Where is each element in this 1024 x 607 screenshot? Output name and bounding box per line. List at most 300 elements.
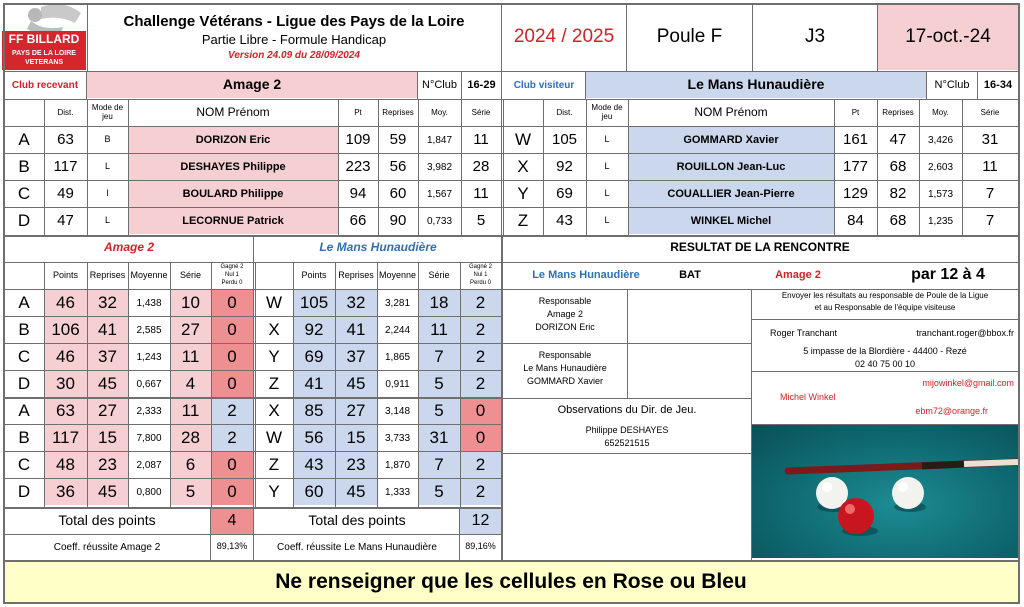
home-game-result: 0: [211, 344, 253, 370]
grid-line: [461, 72, 462, 99]
grid-line: [128, 99, 129, 235]
home-game-moyenne[interactable]: 7,800: [136, 432, 162, 444]
home-player-rep[interactable]: 90: [389, 211, 407, 229]
away-col-serie: Série: [980, 107, 1000, 117]
away-game-serie[interactable]: 11: [418, 317, 460, 343]
home-game-letter: A: [18, 292, 30, 312]
contact-address: 5 impasse de la Blordière - 44400 - Rezé: [803, 345, 967, 356]
away-game-letter: X: [268, 400, 280, 420]
date-field[interactable]: 17-oct.-24: [878, 4, 1018, 70]
grid-line: [1018, 3, 1020, 604]
contact-name-roger: Roger Tranchant: [770, 328, 838, 339]
away-game-moyenne[interactable]: 3,733: [384, 432, 411, 444]
grid-line: [44, 99, 45, 235]
grid-line: [3, 451, 501, 452]
away-player-serie[interactable]: 7: [985, 184, 995, 202]
home-game-moyenne[interactable]: 2,333: [136, 405, 162, 417]
home-col-serie: Série: [471, 107, 491, 117]
away-coeff-label: Coeff. réussite Le Mans Hunaudière: [277, 541, 437, 553]
away-player-dist[interactable]: 105: [551, 130, 578, 148]
home-game-serie[interactable]: 5: [170, 479, 211, 505]
observations-title: Observations du Dir. de Jeu.: [557, 403, 697, 416]
home-game-letter: C: [17, 346, 31, 366]
home-player-pt[interactable]: 94: [349, 184, 367, 202]
send-instruction-line1: Envoyer les résultats au responsable de Poule de la Ligue: [781, 291, 989, 301]
grid-line: [751, 319, 1019, 320]
games-home-title: Amage 2: [103, 240, 155, 255]
home-game-serie[interactable]: 10: [170, 290, 211, 316]
result-verb: BAT: [679, 268, 701, 281]
logo-line2: VETERANS: [24, 58, 64, 66]
observations-name: Philippe DESHAYES: [585, 424, 669, 435]
home-game-points[interactable]: 106: [44, 317, 87, 343]
away-col-nom: NOM Prénom: [694, 105, 768, 120]
away-player-rep[interactable]: 47: [889, 130, 907, 148]
home-game-letter: C: [17, 454, 31, 474]
home-game-moyenne[interactable]: 2,087: [136, 459, 162, 471]
grid-line: [1018, 99, 1019, 235]
away-game-points[interactable]: 92: [293, 317, 335, 343]
away-game-letter: W: [265, 427, 283, 447]
grid-line: [253, 534, 254, 560]
home-player-mode[interactable]: L: [104, 161, 110, 172]
journee-field[interactable]: J3: [804, 25, 826, 47]
grid-line: [501, 289, 1019, 290]
home-player-pt[interactable]: 66: [349, 211, 367, 229]
away-player-mode[interactable]: L: [604, 215, 610, 226]
home-game-serie[interactable]: 11: [170, 344, 211, 370]
away-num-label: N°Club: [934, 78, 970, 91]
home-player-mode[interactable]: l: [106, 188, 109, 199]
grid-line: [3, 370, 501, 371]
grid-line: [752, 3, 753, 72]
grid-line: [4, 262, 5, 507]
home-total-points: 4: [211, 508, 253, 534]
away-game-reprises[interactable]: 15: [335, 425, 377, 451]
home-col-mode: Mode de jeu: [91, 103, 124, 121]
grid-line: [3, 180, 1019, 181]
grid-line: [501, 453, 751, 454]
grid-line: [3, 99, 1019, 100]
home-game-letter: D: [17, 373, 31, 393]
away-game-points[interactable]: 85: [293, 398, 335, 424]
away-player-rep[interactable]: 82: [889, 184, 907, 202]
home-player-moy[interactable]: 0,733: [426, 215, 453, 227]
away-player-l: Y: [517, 183, 529, 203]
home-game-letter: A: [18, 400, 30, 420]
resp-away-line2: Le Mans Hunaudière: [523, 363, 607, 374]
page-subtitle: Partie Libre - Formule Handicap: [201, 32, 387, 47]
away-game-reprises[interactable]: 23: [335, 452, 377, 478]
away-game-letter: Y: [268, 346, 280, 366]
grid-line: [418, 99, 419, 235]
away-player-nom[interactable]: COUALLIER Jean-Pierre: [628, 181, 834, 207]
grid-line: [3, 478, 501, 479]
away-club-number[interactable]: 16-34: [983, 78, 1013, 91]
home-game-serie[interactable]: 11: [170, 398, 211, 424]
grid-line: [461, 99, 462, 235]
away-game-serie[interactable]: 18: [418, 290, 460, 316]
away-game-points[interactable]: 60: [293, 479, 335, 505]
home-num-label: N°Club: [422, 78, 457, 91]
send-instruction-line2: et au Responsable de l'équipe visiteuse: [814, 303, 956, 313]
home-game-result: 2: [211, 398, 253, 424]
grid-line: [3, 424, 501, 425]
result-winner: Le Mans Hunaudière: [532, 268, 640, 281]
away-game-result: 2: [460, 371, 501, 397]
resp-home-line2: Amage 2: [546, 309, 584, 320]
away-games-col-result-1: Gagné 2: [468, 264, 493, 271]
away-game-reprises[interactable]: 41: [335, 317, 377, 343]
grid-line: [3, 534, 501, 535]
away-coeff-value: 89,16%: [465, 541, 496, 552]
grid-line: [501, 262, 502, 507]
home-coeff-label: Coeff. réussite Amage 2: [53, 541, 161, 553]
home-player-nom[interactable]: BOULARD Philippe: [128, 181, 338, 207]
home-game-moyenne[interactable]: 2,585: [136, 324, 162, 336]
grid-line: [44, 262, 45, 507]
home-player-nom[interactable]: DORIZON Eric: [128, 127, 338, 153]
home-game-result: 0: [211, 479, 253, 505]
page-title: Challenge Vétérans - Ligue des Pays de la Loire: [123, 12, 465, 30]
away-game-letter: Y: [268, 481, 280, 501]
home-games-col-result-1: Gagné 2: [220, 264, 244, 271]
contact-phone: 02 40 75 00 10: [854, 358, 916, 369]
grid-line: [501, 398, 751, 399]
home-game-result: 2: [211, 425, 253, 451]
away-game-reprises[interactable]: 45: [335, 479, 377, 505]
away-player-pt[interactable]: 177: [842, 157, 869, 175]
away-player-moy[interactable]: 3,426: [927, 134, 954, 146]
grid-line: [919, 99, 920, 235]
home-game-moyenne[interactable]: 1,243: [136, 351, 162, 363]
home-game-result: 0: [211, 371, 253, 397]
home-player-serie[interactable]: 11: [473, 130, 489, 148]
grid-line: [501, 99, 502, 235]
grid-line: [417, 72, 418, 99]
away-games-col-points: Points: [301, 270, 327, 281]
billiard-photo: [752, 425, 1018, 558]
home-player-mode[interactable]: L: [104, 215, 110, 226]
home-game-serie[interactable]: 28: [170, 425, 211, 451]
home-player-rep[interactable]: 59: [389, 130, 407, 148]
home-game-serie[interactable]: 6: [170, 452, 211, 478]
grid-line: [3, 560, 1019, 562]
home-player-l: C: [17, 183, 31, 203]
home-club-label: Club recevant: [11, 79, 79, 91]
home-player-dist[interactable]: 47: [57, 211, 74, 229]
away-game-serie[interactable]: 7: [418, 344, 460, 370]
away-game-points[interactable]: 69: [293, 344, 335, 370]
grid-line: [628, 99, 629, 235]
away-game-letter: W: [265, 292, 283, 312]
grid-line: [378, 99, 379, 235]
home-player-serie[interactable]: 11: [473, 184, 489, 202]
home-game-moyenne[interactable]: 0,800: [136, 486, 162, 498]
logo-brand: FF BILLARD: [8, 33, 80, 47]
away-player-serie[interactable]: 7: [985, 211, 995, 229]
away-player-moy[interactable]: 2,603: [927, 161, 954, 173]
contact-email-ebm[interactable]: ebm72@orange.fr: [915, 405, 988, 416]
grid-line: [751, 424, 1019, 425]
away-player-nom[interactable]: WINKEL Michel: [628, 208, 834, 234]
home-col-nom: NOM Prénom: [196, 105, 270, 120]
result-score: par 12 à 4: [911, 266, 985, 284]
home-games-col-reprises: Reprises: [89, 270, 126, 281]
home-game-points[interactable]: 30: [44, 371, 87, 397]
grid-line: [501, 343, 751, 344]
away-player-dist[interactable]: 43: [556, 211, 573, 229]
grid-line: [86, 72, 87, 99]
home-club-name[interactable]: Amage 2: [87, 72, 417, 98]
contact-name-michel: Michel Winkel: [780, 391, 836, 402]
result-loser: Amage 2: [775, 268, 821, 281]
contact-email-mijo[interactable]: mijowinkel@gmail.com: [922, 377, 1014, 388]
away-player-moy[interactable]: 1,235: [927, 215, 954, 227]
away-player-pt[interactable]: 129: [842, 184, 869, 202]
away-player-mode[interactable]: L: [604, 134, 610, 145]
grid-line: [460, 262, 461, 507]
home-col-dist: Dist.: [57, 107, 74, 117]
grid-line: [459, 507, 460, 560]
away-club-name[interactable]: Le Mans Hunaudière: [586, 72, 926, 98]
grid-line: [501, 72, 502, 99]
away-player-serie[interactable]: 11: [982, 157, 998, 175]
home-col-moy: Moy.: [431, 107, 448, 117]
home-player-dist[interactable]: 63: [57, 130, 74, 148]
home-game-letter: D: [17, 481, 31, 501]
home-games-col-result-3: Perdu 0: [221, 280, 243, 287]
away-game-moyenne[interactable]: 1,870: [384, 459, 411, 471]
home-game-moyenne[interactable]: 1,438: [136, 297, 162, 309]
away-game-result: 0: [460, 425, 501, 451]
away-game-points[interactable]: 41: [293, 371, 335, 397]
grid-line: [585, 72, 586, 99]
grid-line: [3, 507, 501, 509]
home-col-reprises: Reprises: [382, 107, 414, 117]
away-game-letter: Z: [268, 454, 280, 474]
away-game-serie[interactable]: 31: [418, 425, 460, 451]
away-player-dist[interactable]: 92: [556, 157, 573, 175]
grid-line: [3, 71, 1019, 72]
grid-line: [253, 262, 254, 507]
home-game-reprises[interactable]: 37: [87, 344, 128, 370]
away-game-letter: X: [268, 319, 280, 339]
grid-line: [3, 126, 1019, 127]
home-game-points[interactable]: 48: [44, 452, 87, 478]
home-game-points[interactable]: 46: [44, 290, 87, 316]
away-player-l: W: [514, 129, 532, 149]
grid-line: [418, 262, 419, 507]
away-player-rep[interactable]: 68: [889, 157, 907, 175]
grid-line: [626, 3, 627, 72]
away-game-result: 2: [460, 317, 501, 343]
away-player-nom[interactable]: GOMMARD Xavier: [628, 127, 834, 153]
home-game-points[interactable]: 36: [44, 479, 87, 505]
grid-line: [335, 262, 336, 507]
away-col-moy: Moy.: [932, 107, 949, 117]
ff-billard-logo: [1, 1, 87, 71]
home-player-l: D: [17, 210, 31, 230]
away-game-result: 2: [460, 290, 501, 316]
away-player-moy[interactable]: 1,573: [927, 188, 954, 200]
away-game-result: 2: [460, 344, 501, 370]
home-game-reprises[interactable]: 15: [87, 425, 128, 451]
away-game-reprises[interactable]: 37: [335, 344, 377, 370]
away-col-mode: Mode de jeu: [591, 103, 623, 121]
home-games-col-serie: Série: [179, 270, 201, 281]
home-player-moy[interactable]: 1,847: [426, 134, 453, 146]
grid-line: [3, 262, 1019, 263]
home-game-points[interactable]: 63: [44, 398, 87, 424]
home-player-nom[interactable]: LECORNUE Patrick: [128, 208, 338, 234]
away-game-reprises[interactable]: 27: [335, 398, 377, 424]
home-club-number[interactable]: 16-29: [467, 78, 496, 91]
home-games-col-result-2: Nul 1: [224, 272, 239, 279]
home-player-serie[interactable]: 28: [472, 157, 490, 175]
grid-line: [834, 99, 835, 235]
grid-line: [87, 3, 88, 72]
away-game-serie[interactable]: 5: [418, 398, 460, 424]
away-player-mode[interactable]: L: [604, 161, 610, 172]
home-game-result: 0: [211, 290, 253, 316]
away-player-nom[interactable]: ROUILLON Jean-Luc: [628, 154, 834, 180]
games-away-title: Le Mans Hunaudière: [319, 240, 437, 255]
away-game-moyenne[interactable]: 2,244: [384, 324, 411, 336]
home-games-col-points: Points: [52, 270, 78, 281]
grid-line: [586, 99, 587, 235]
grid-line: [877, 99, 878, 235]
away-club-label: Club visiteur: [513, 79, 575, 91]
resp-away-line1: Responsable: [538, 350, 592, 361]
resp-home-line1: Responsable: [538, 296, 592, 307]
home-player-nom[interactable]: DESHAYES Philippe: [128, 154, 338, 180]
resp-home-line3: DORIZON Eric: [535, 322, 595, 333]
grid-line: [170, 262, 171, 507]
away-games-col-serie: Série: [428, 270, 450, 281]
grid-line: [3, 602, 1019, 604]
away-col-reprises: Reprises: [882, 107, 914, 117]
away-games-col-result-2: Nul 1: [473, 272, 488, 279]
home-game-serie[interactable]: 27: [170, 317, 211, 343]
away-game-moyenne[interactable]: 1,333: [384, 486, 411, 498]
home-player-rep[interactable]: 56: [389, 157, 407, 175]
home-game-result: 0: [211, 452, 253, 478]
grid-line: [977, 72, 978, 99]
grid-line: [877, 3, 878, 72]
home-game-reprises[interactable]: 23: [87, 452, 128, 478]
season-field[interactable]: 2024 / 2025: [513, 25, 615, 47]
home-games-col-moyenne: Moyenne: [130, 270, 168, 281]
home-game-reprises[interactable]: 45: [87, 479, 128, 505]
home-player-pt[interactable]: 109: [345, 130, 371, 148]
home-game-reprises[interactable]: 41: [87, 317, 128, 343]
away-game-result: 0: [460, 398, 501, 424]
grid-line: [87, 99, 88, 235]
grid-line: [3, 153, 1019, 154]
away-player-pt[interactable]: 161: [842, 130, 869, 148]
away-player-pt[interactable]: 84: [847, 211, 864, 229]
away-game-moyenne[interactable]: 3,281: [384, 297, 411, 309]
away-game-letter: Z: [268, 373, 280, 393]
home-game-reprises[interactable]: 32: [87, 290, 128, 316]
away-game-reprises[interactable]: 45: [335, 371, 377, 397]
away-game-points[interactable]: 43: [293, 452, 335, 478]
home-player-dist[interactable]: 49: [57, 184, 74, 202]
grid-line: [210, 507, 211, 560]
home-game-points[interactable]: 117: [44, 425, 87, 451]
away-game-reprises[interactable]: 32: [335, 290, 377, 316]
grid-line: [3, 235, 1019, 237]
resp-away-line3: GOMMARD Xavier: [526, 376, 603, 387]
observations-phone: 652521515: [604, 437, 650, 448]
away-player-rep[interactable]: 68: [889, 211, 907, 229]
away-player-dist[interactable]: 69: [556, 184, 573, 202]
grid-line: [338, 99, 339, 235]
grid-line: [543, 99, 544, 235]
home-player-moy[interactable]: 3,982: [426, 161, 453, 173]
home-col-pt: Pt: [354, 107, 362, 117]
home-game-reprises[interactable]: 45: [87, 371, 128, 397]
home-player-serie[interactable]: 5: [476, 211, 486, 229]
home-player-mode[interactable]: B: [104, 134, 111, 145]
home-game-points[interactable]: 46: [44, 344, 87, 370]
away-game-points[interactable]: 105: [293, 290, 335, 316]
home-player-rep[interactable]: 60: [389, 184, 407, 202]
home-player-moy[interactable]: 1,567: [426, 188, 453, 200]
grid-line: [3, 207, 1019, 208]
grid-line: [128, 262, 129, 507]
grid-line: [962, 99, 963, 235]
away-col-dist: Dist.: [556, 107, 573, 117]
grid-line: [293, 262, 294, 507]
home-player-l: B: [18, 156, 30, 176]
away-game-moyenne[interactable]: 3,148: [384, 405, 411, 417]
grid-line: [501, 3, 502, 72]
away-player-serie[interactable]: 31: [981, 130, 999, 148]
away-game-moyenne[interactable]: 0,911: [385, 378, 410, 390]
grid-line: [377, 262, 378, 507]
away-player-l: X: [517, 156, 529, 176]
away-game-serie[interactable]: 5: [418, 371, 460, 397]
away-game-serie[interactable]: 7: [418, 452, 460, 478]
home-player-pt[interactable]: 223: [345, 157, 371, 175]
home-game-serie[interactable]: 4: [170, 371, 211, 397]
away-game-moyenne[interactable]: 1,865: [384, 351, 411, 363]
logo-line1: PAYS DE LA LOIRE: [12, 49, 76, 57]
home-player-dist[interactable]: 117: [53, 157, 78, 175]
home-player-l: A: [18, 129, 30, 149]
grid-line: [3, 316, 501, 317]
result-title: RESULTAT DE LA RENCONTRE: [670, 240, 850, 255]
home-game-reprises[interactable]: 27: [87, 398, 128, 424]
home-game-moyenne[interactable]: 0,667: [136, 378, 162, 390]
grid-line: [3, 3, 1019, 5]
away-game-result: 2: [460, 479, 501, 505]
away-game-result: 2: [460, 452, 501, 478]
away-game-serie[interactable]: 5: [418, 479, 460, 505]
away-game-points[interactable]: 56: [293, 425, 335, 451]
away-player-mode[interactable]: L: [604, 188, 610, 199]
version-text: Version 24.09 du 28/09/2024: [228, 49, 360, 61]
away-player-l: Z: [517, 210, 529, 230]
grid-line: [503, 99, 504, 235]
home-game-result: 0: [211, 317, 253, 343]
poule-field[interactable]: Poule F: [656, 25, 723, 47]
footer-instruction: Ne renseigner que les cellules en Rose ou Bleu: [4, 562, 1018, 602]
contact-email-roger[interactable]: tranchant.roger@bbox.fr: [916, 328, 1014, 339]
home-total-label: Total des points: [58, 512, 156, 529]
